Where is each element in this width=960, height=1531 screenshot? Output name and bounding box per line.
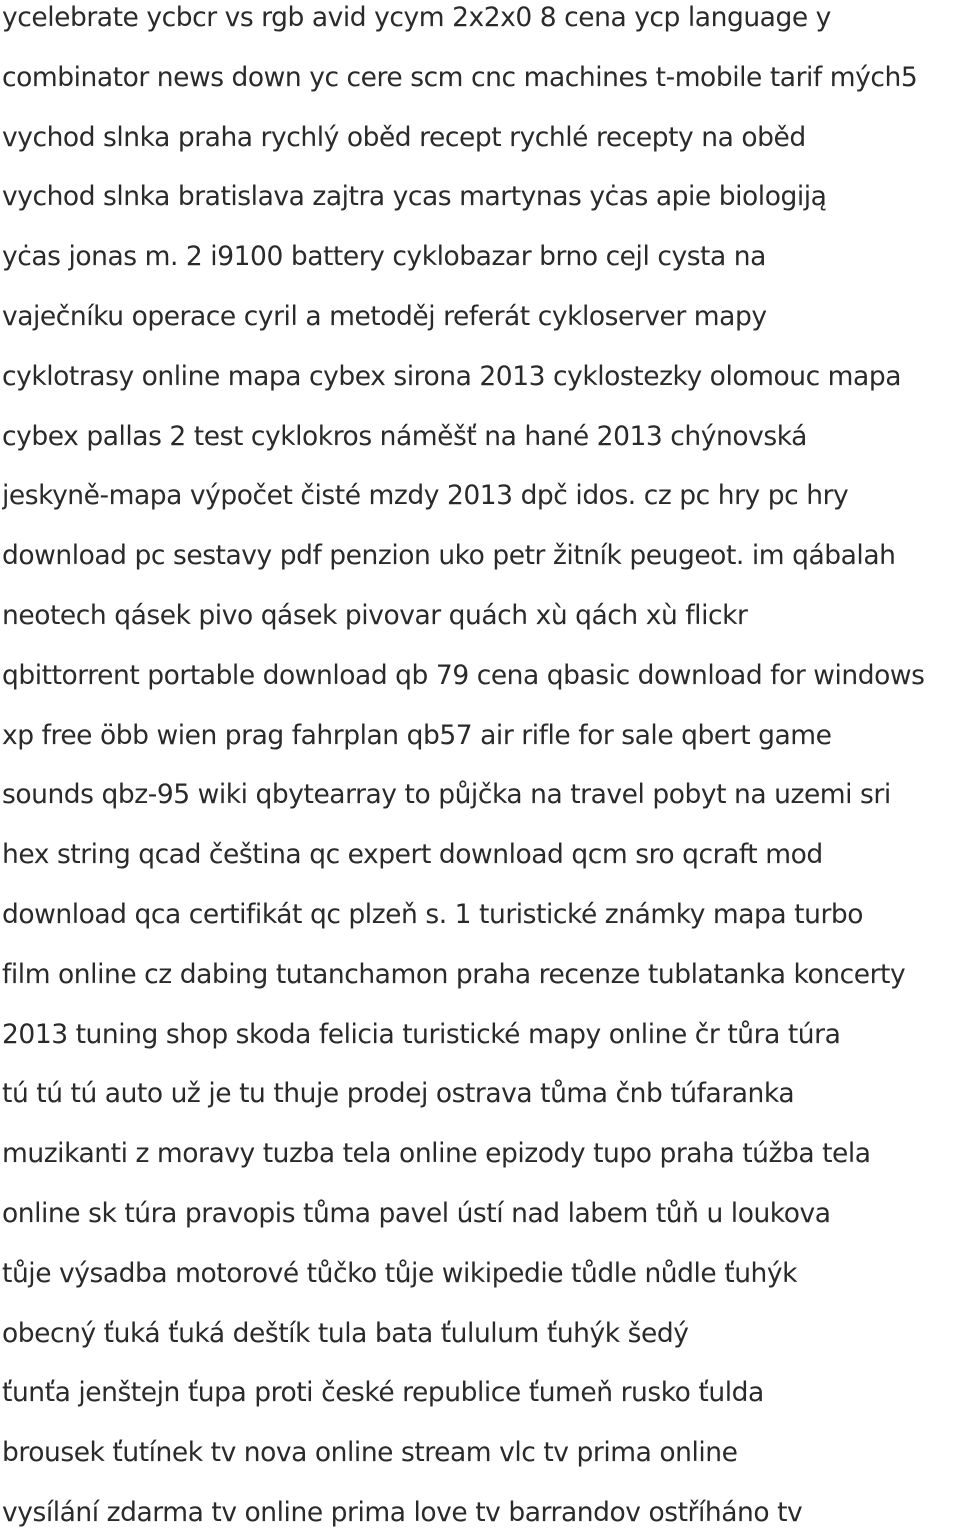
text-line: vaječníku operace cyril a metoděj referát cykloserver mapy: [2, 300, 767, 332]
text-line: tůje výsadba motorové tůčko tůje wikipedie tůdle nůdle ťuhýk: [2, 1257, 798, 1289]
text-line: cyklotrasy online mapa cybex sirona 2013 cyklostezky olomouc mapa: [2, 360, 902, 392]
text-line: obecný ťuká ťuká deštík tula bata ťululum ťuhýk šedý: [2, 1317, 689, 1349]
text-line: qbittorrent portable download qb 79 cena qbasic download for windows: [2, 659, 925, 691]
text-line: film online cz dabing tutanchamon praha recenze tublatanka koncerty: [2, 958, 906, 990]
text-line: cybex pallas 2 test cyklokros náměšť na hané 2013 chýnovská: [2, 420, 807, 452]
text-line: brousek ťutínek tv nova online stream vlc tv prima online: [2, 1437, 738, 1469]
text-line: neotech qásek pivo qásek pivovar quách xù qách xù flickr: [2, 599, 748, 631]
text-line: combinator news down yc cere scm cnc machines t-mobile tarif mých5: [2, 61, 918, 93]
text-line: ťunťa jenštejn ťupa proti české republice ťumeň rusko ťulda: [2, 1377, 764, 1409]
text-line: download qca certifikát qc plzeň s. 1 turistické známky mapa turbo: [2, 898, 864, 930]
text-line: vychod slnka bratislava zajtra ycas martynas yċas apie biologiją: [2, 181, 827, 213]
text-line: jeskyně-mapa výpočet čisté mzdy 2013 dpč idos. cz pc hry pc hry: [2, 480, 849, 512]
text-line: ycelebrate ycbcr vs rgb avid ycym 2x2x0 8 cena ycp language y: [2, 2, 831, 33]
text-line: yċas jonas m. 2 i9100 battery cyklobazar brno cejl cysta na: [2, 241, 766, 273]
text-line: sounds qbz-95 wiki qbytearray to půjčka na travel pobyt na uzemi sri: [2, 779, 891, 811]
text-line: hex string qcad čeština qc expert download qcm sro qcraft mod: [2, 839, 823, 871]
text-line: download pc sestavy pdf penzion uko petr žitník peugeot. im qábalah: [2, 540, 896, 572]
text-line: tú tú tú auto už je tu thuje prodej ostrava tůma čnb túfaranka: [2, 1078, 795, 1110]
text-line: xp free öbb wien prag fahrplan qb57 air rifle for sale qbert game: [2, 719, 832, 751]
text-line: 2013 tuning shop skoda felicia turistické mapy online čr tůra túra: [2, 1018, 841, 1050]
text-line: vychod slnka praha rychlý oběd recept rychlé recepty na oběd: [2, 121, 806, 153]
body-text: [2, 0, 960, 1531]
text-line: muzikanti z moravy tuzba tela online epizody tupo praha túžba tela: [2, 1138, 871, 1170]
text-line: online sk túra pravopis tůma pavel ústí nad labem tůň u loukova: [2, 1197, 831, 1229]
text-line: vysílání zdarma tv online prima love tv barrandov ostříháno tv: [2, 1496, 803, 1528]
